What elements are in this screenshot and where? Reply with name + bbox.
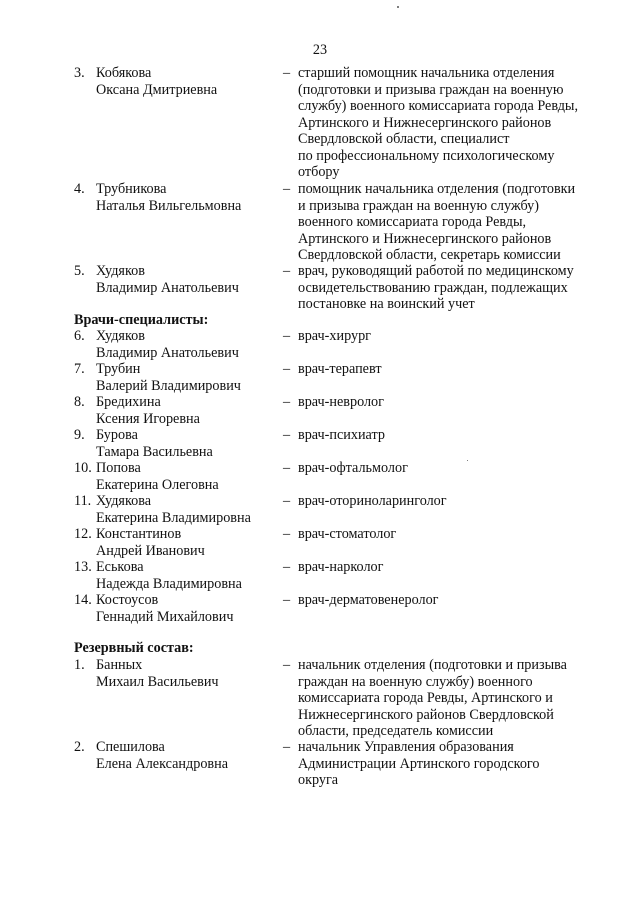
role-line: (подготовки и призыва граждан на военную	[298, 81, 564, 98]
member-role: врач-нарколог	[298, 559, 384, 575]
surname: Банных	[96, 657, 143, 673]
role-line: начальник Управления образования	[298, 739, 514, 755]
given-names: Валерий Владимирович	[96, 377, 241, 394]
role-line: старший помощник начальника отделения	[298, 65, 555, 81]
dash: –	[283, 739, 291, 755]
member-name	[96, 328, 286, 361]
role-line: по профессиональному психологическому	[298, 147, 555, 164]
member-name	[96, 65, 286, 98]
surname: Еськова	[96, 559, 144, 575]
dash: –	[283, 592, 291, 608]
dash: –	[283, 460, 291, 476]
member-name	[96, 263, 286, 296]
given-names: Екатерина Владимировна	[96, 509, 251, 526]
entry-number: 14.	[74, 592, 92, 608]
entry-number: 13.	[74, 559, 92, 575]
surname: Бурова	[96, 427, 138, 443]
given-names: Елена Александровна	[96, 755, 228, 772]
given-names: Наталья Вильгельмовна	[96, 197, 242, 214]
dash: –	[283, 328, 291, 344]
member-name	[96, 181, 286, 214]
role-line: и призыва граждан на военную службу)	[298, 197, 539, 214]
role-line: округа	[298, 772, 339, 788]
member-role: врач-хирург	[298, 328, 371, 344]
page-number: 23	[312, 42, 328, 58]
surname: Худяков	[96, 328, 145, 344]
given-names: Михаил Васильевич	[96, 673, 219, 690]
role-line: начальник отделения (подготовки и призыва	[298, 657, 567, 673]
role-line: службу) военного комиссариата города Ревды,	[298, 98, 578, 114]
entry-number: 8.	[74, 394, 85, 410]
dash: –	[283, 394, 291, 410]
given-names: Владимир Анатольевич	[96, 279, 239, 296]
surname: Константинов	[96, 526, 182, 542]
entry-number: 11.	[74, 493, 92, 509]
role-line: Артинского и Нижнесергинского районов	[298, 114, 552, 131]
role-line: отбору	[298, 164, 340, 180]
entry-number: 9.	[74, 427, 85, 443]
member-role: врач-терапевт	[298, 361, 382, 377]
member-role	[298, 263, 618, 313]
surname: Костоусов	[96, 592, 159, 608]
member-role: врач-оториноларинголог	[298, 493, 447, 509]
member-name	[96, 739, 286, 772]
section-heading-doctors: Врачи-специалисты:	[74, 312, 209, 328]
dash: –	[283, 181, 291, 197]
member-role	[298, 181, 618, 264]
given-names: Тамара Васильевна	[96, 443, 213, 460]
entry-number: 6.	[74, 328, 85, 344]
member-name	[96, 559, 286, 592]
member-role	[298, 65, 618, 181]
member-name	[96, 657, 286, 690]
member-name	[96, 427, 286, 460]
member-name	[96, 493, 286, 526]
section-heading-reserve: Резервный состав:	[74, 640, 194, 656]
role-line: Администрации Артинского городского	[298, 755, 540, 772]
given-names: Ксения Игоревна	[96, 410, 200, 427]
entry-number: 1.	[74, 657, 85, 673]
member-role: врач-невролог	[298, 394, 384, 410]
dash: –	[283, 493, 291, 509]
member-name	[96, 394, 286, 427]
member-name	[96, 592, 286, 625]
dash: –	[283, 526, 291, 542]
role-line: области, председатель комиссии	[298, 723, 494, 739]
role-line: помощник начальника отделения (подготовки	[298, 181, 576, 197]
given-names: Оксана Дмитриевна	[96, 81, 218, 98]
member-role	[298, 739, 618, 789]
entry-number: 4.	[74, 181, 85, 197]
surname: Трубникова	[96, 181, 167, 197]
role-line: Артинского и Нижнесергинского районов	[298, 230, 552, 247]
dash: –	[283, 65, 291, 81]
role-line: освидетельствованию граждан, подлежащих	[298, 279, 568, 296]
surname: Худяков	[96, 263, 145, 279]
member-role: врач-дерматовенеролог	[298, 592, 439, 608]
entry-number: 3.	[74, 65, 85, 81]
member-name	[96, 361, 286, 394]
member-role: врач-психиатр	[298, 427, 385, 443]
surname: Худякова	[96, 493, 152, 509]
member-name	[96, 526, 286, 559]
surname: Попова	[96, 460, 141, 476]
surname: Спешилова	[96, 739, 165, 755]
dash: –	[283, 361, 291, 377]
role-line: Свердловской области, секретарь комиссии	[298, 247, 561, 263]
given-names: Андрей Иванович	[96, 542, 205, 559]
member-role	[298, 657, 618, 740]
entry-number: 12.	[74, 526, 92, 542]
dash: –	[283, 263, 291, 279]
given-names: Владимир Анатольевич	[96, 344, 239, 361]
entry-number: 7.	[74, 361, 85, 377]
surname: Трубин	[96, 361, 141, 377]
role-line: Нижнесергинского районов Свердловской	[298, 706, 554, 723]
role-line: Свердловской области, специалист	[298, 131, 510, 147]
dash: –	[283, 427, 291, 443]
given-names: Екатерина Олеговна	[96, 476, 219, 493]
role-line: комиссариата города Ревды, Артинского и	[298, 690, 553, 706]
role-line: врач, руководящий работой по медицинскому	[298, 263, 574, 279]
scan-speck	[397, 6, 399, 8]
role-line: постановке на воинский учет	[298, 296, 475, 312]
member-name	[96, 460, 286, 493]
dash: –	[283, 559, 291, 575]
given-names: Геннадий Михайлович	[96, 608, 234, 625]
entry-number: 10.	[74, 460, 92, 476]
role-line: граждан на военную службу) военного	[298, 673, 533, 690]
role-line: военного комиссариата города Ревды,	[298, 214, 527, 230]
member-role: врач-стоматолог	[298, 526, 397, 542]
member-role: врач-офтальмолог	[298, 460, 408, 476]
given-names: Надежда Владимировна	[96, 575, 242, 592]
entry-number: 5.	[74, 263, 85, 279]
surname: Кобякова	[96, 65, 152, 81]
dash: –	[283, 657, 291, 673]
entry-number: 2.	[74, 739, 85, 755]
surname: Бредихина	[96, 394, 161, 410]
